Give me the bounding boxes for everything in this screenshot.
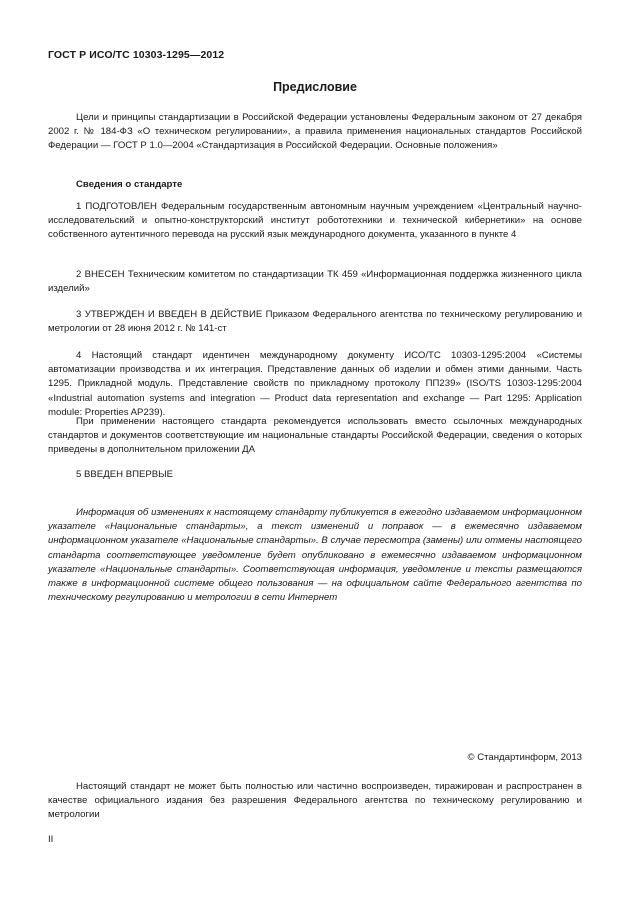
info-notice-paragraph: Информация об изменениях к настоящему стандарту публикуется в ежегодно издаваемом информационном указателе «Национальные стандарты», а текст изменений и поправок — в ежемесячно издаваемом информационном указателе «Национальные стандарты». В случае пересмотра (замены) или отмены настоящего стандарта соответствующее уведомление будет опубликовано в ежемесячно издаваемом информационном указателе «Национальные стандарты». Соответствующая информация, уведомление и тексты размещаются также в информационной системе общего пользования — на официальном сайте Федерального агентства по техническому регулированию и метрологии в сети Интернет [48,507,582,604]
item-1-paragraph: 1 ПОДГОТОВЛЕН Федеральным государственным автономным научным учреждением «Центральный научно-исследовательский и опытно-конструкторский институт робототехники и технической кибернетики» на основе собственного аутентичного перевода на русский язык международного документа, указанного в пункте 4 [48,201,582,241]
document-header-id: ГОСТ Р ИСО/ТС 10303-1295—2012 [48,49,225,61]
copyright-line: © Стандартинформ, 2013 [467,752,582,763]
intro-paragraph: Цели и принципы стандартизации в Российской Федерации установлены Федеральным законом от 27 декабря 2002 г. № 184-ФЗ «О техническом регулировании», а правила применения национальных стандартов Российской Федерации — ГОСТ Р 1.0—2004 «Стандартизация в Российской Федерации. Основные положения» [48,112,582,152]
item-2-paragraph: 2 ВНЕСЕН Техническим комитетом по стандартизации ТК 459 «Информационная поддержка жизненного цикла изделий» [48,269,582,295]
page-number: II [48,834,54,845]
page-title: Предисловие [273,80,357,94]
item-3-paragraph: 3 УТВЕРЖДЕН И ВВЕДЕН В ДЕЙСТВИЕ Приказом Федерального агентства по техническому регулированию и метрологии от 28 июня 2012 г. № 141-ст [48,309,582,335]
item-4-note-paragraph: При применении настоящего стандарта рекомендуется использовать вместо ссылочных международных стандартов и документов соответствующие им национальные стандарты Российской Федерации, сведения о которых приведены в дополнительном приложении ДА [48,416,582,456]
section-heading: Сведения о стандарте [76,179,183,190]
item-4-paragraph: 4 Настоящий стандарт идентичен международному документу ИСО/ТС 10303-1295:2004 «Системы автоматизации производства и их интеграция. Представление данных об изделии и обмен этими данными. Часть 1295. Прикладной модуль. Представление свойств по прикладному протоколу ПП239» (ISO/TS 10303-1295:2004 «Industrial automation systems and integration — Product data representation and exchange — Part 1295: Application module: Properties AP239). [48,350,582,418]
reproduction-notice-paragraph: Настоящий стандарт не может быть полностью или частично воспроизведен, тиражирован и распространен в качестве официального издания без разрешения Федерального агентства по техническому регулированию и метрологии [48,781,582,821]
item-5-paragraph: 5 ВВЕДЕН ВПЕРВЫЕ [76,469,174,480]
